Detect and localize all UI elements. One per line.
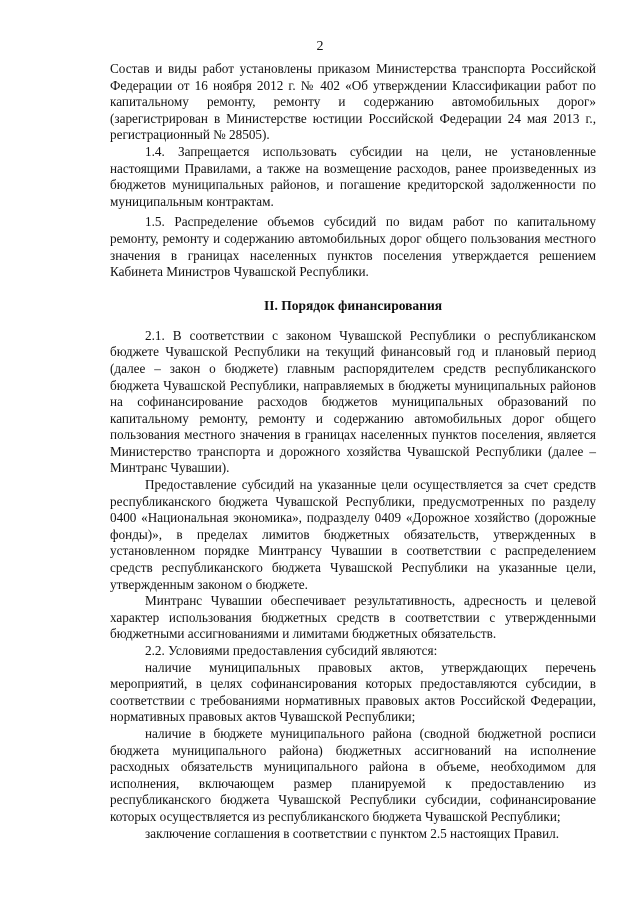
paragraph-condition-budget: наличие в бюджете муниципального района (сводной бюджетной росписи бюджета муниципального района) бюджетных ассигнований на исполнение расходных обязательств муниципального района в объеме, необходимом для исполнения, включающем размер планируемой к предоставлению из республиканского бюджета Чувашской Республики субсидии, софинансирование которых осуществляется из республиканского бюджета Чувашской Республики;	[110, 725, 596, 824]
paragraph-1-4: 1.4. Запрещается использовать субсидии на цели, не установленные настоящими Правилами, а также на возмещение расходов, ранее произведенных из бюджетов муниципальных районов, и погашение кредиторской задолженности по муниципальным контрактам.	[110, 143, 596, 209]
paragraph-work-types: Состав и виды работ установлены приказом Министерства транспорта Российской Федерации от 16 ноября 2012 г. № 402 «Об утверждении Классификации работ по капитальному ремонту, ремонту и содержанию автомобильных дорог» (зарегистрирован в Министерстве юстиции Российской Федерации 24 мая 2013 г., регистрационный № 28505).	[110, 61, 596, 143]
paragraph-condition-legal-acts: наличие муниципальных правовых актов, утверждающих перечень мероприятий, в целях софинансирования которых предоставляются субсидии, в соответствии с требованиями нормативных правовых актов Российской Федерации, нормативных правовых актов Чувашской Республики;	[110, 659, 596, 725]
document-body	[110, 61, 596, 842]
paragraph-2-2: 2.2. Условиями предоставления субсидий являются:	[145, 643, 438, 658]
paragraph-subsidy-funding: Предоставление субсидий на указанные цели осуществляется за счет средств республиканского бюджета Чувашской Республики, предусмотренных по разделу 0400 «Национальная экономика», подразделу 0409 «Дорожное хозяйство (дорожные фонды)», в пределах лимитов бюджетных обязательств, утвержденных в установленном порядке Минтрансу Чувашии в соответствии с распределением средств республиканского бюджета Чувашской Республики на указанные цели, утвержденным законом о бюджете.	[110, 477, 596, 592]
section-heading: II. Порядок финансирования	[263, 297, 443, 313]
paragraph-2-1: 2.1. В соответствии с законом Чувашской Республики о республиканском бюджете Чувашской Республики на текущий финансовый год и плановый период (далее – закон о бюджете) главным распорядителем средств республиканского бюджета Чувашской Республики, направляемых в бюджеты муниципальных районов на софинансирование расходов бюджетов муниципальных образований по капитальному ремонту, ремонту и содержанию автомобильных дорог общего пользования местного значения в границах населенных пунктов поселения, является Министерство транспорта и дорожного хозяйства Чувашской Республики (далее – Минтранс Чувашии).	[110, 327, 596, 476]
page-number: 2	[316, 39, 324, 54]
paragraph-mintrans-duties: Минтранс Чувашии обеспечивает результативность, адресность и целевой характер использования бюджетных средств в соответствии с утвержденными бюджетными ассигнованиями и лимитами бюджетных обязательств.	[110, 593, 596, 642]
paragraph-condition-agreement: заключение соглашения в соответствии с пунктом 2.5 настоящих Правил.	[145, 825, 560, 841]
paragraph-1-5: 1.5. Распределение объемов субсидий по видам работ по капитальному ремонту, ремонту и содержанию автомобильных дорог общего пользования местного значения в границах населенных пунктов поселения утверждается решением Кабинета Министров Чувашской Республики.	[110, 214, 596, 280]
